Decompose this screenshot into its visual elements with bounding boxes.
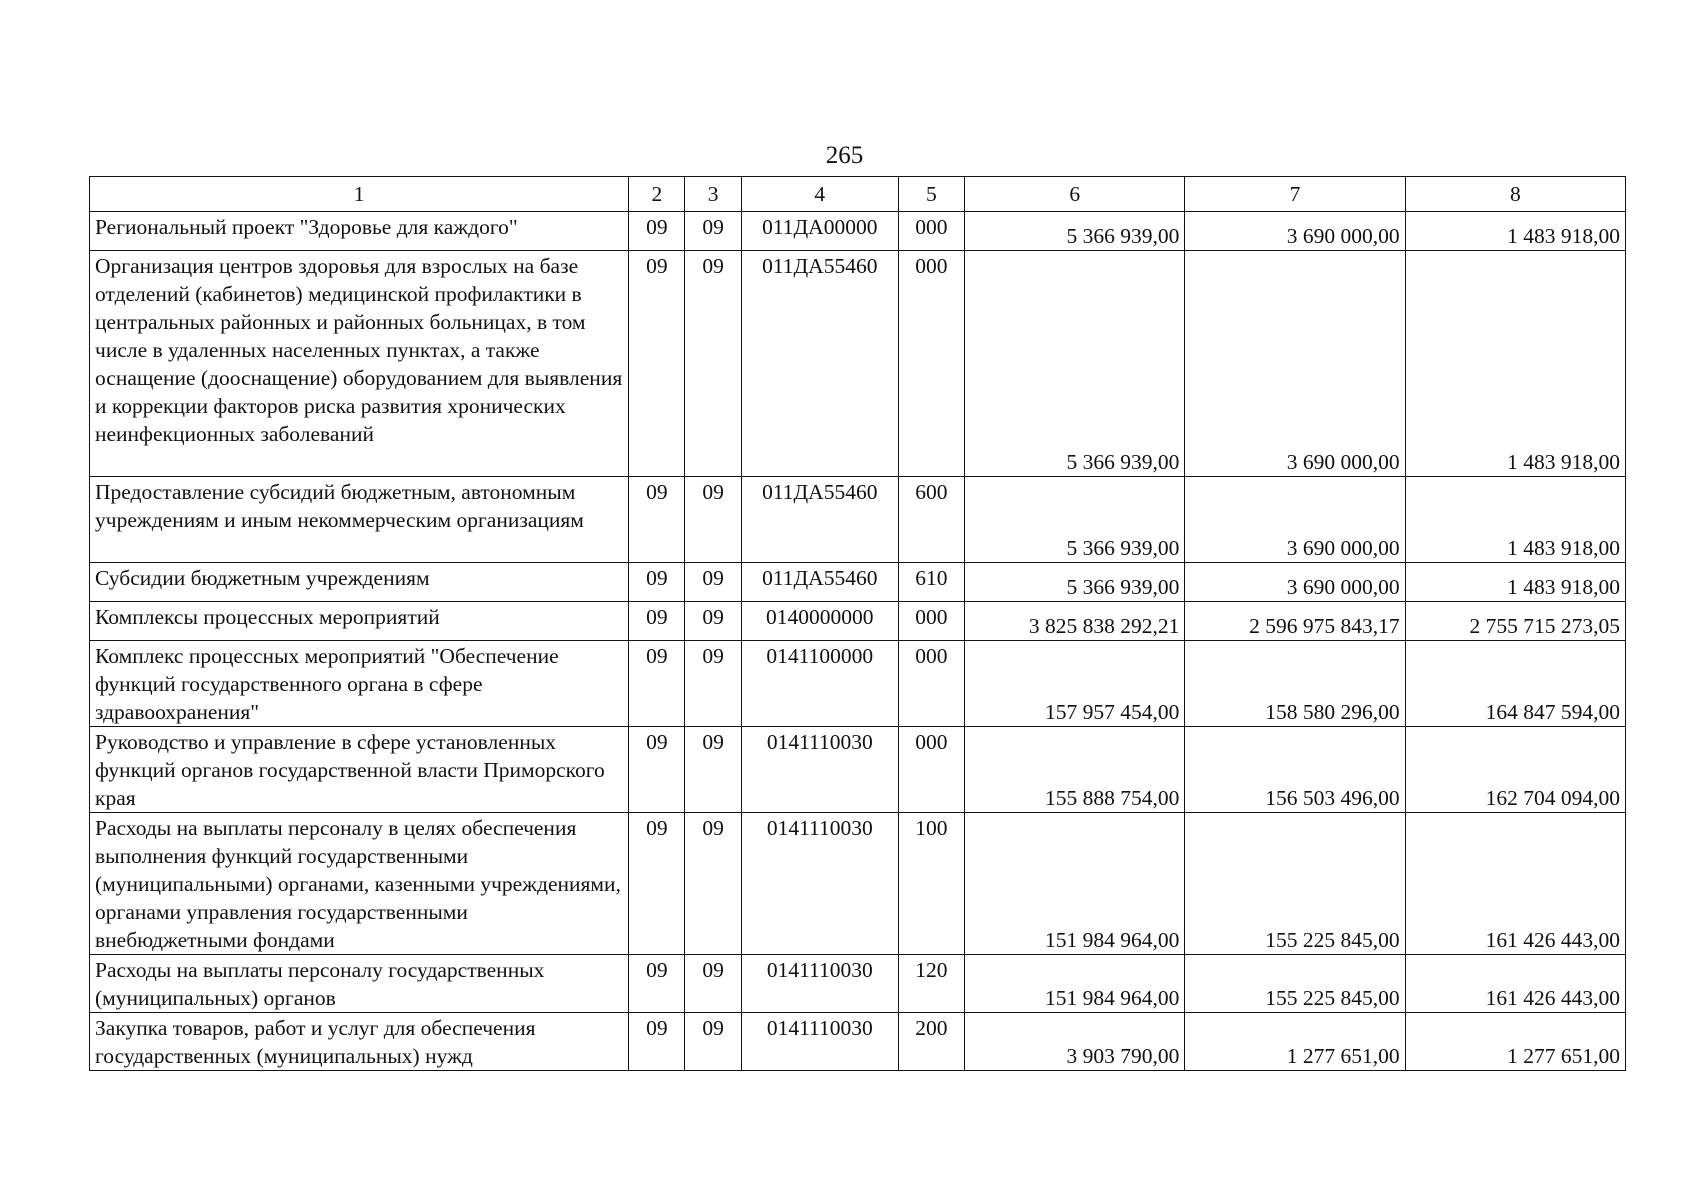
expense-type-code: 100 [898,813,964,955]
amount-col-6: 151 984 964,00 [965,813,1185,955]
section-code: 09 [629,955,685,1013]
expense-type-code: 000 [898,641,964,727]
amount-col-6: 157 957 454,00 [965,641,1185,727]
row-description: Региональный проект "Здоровье для каждого" [90,212,629,251]
subsection-code: 09 [685,1013,741,1071]
amount-col-7: 3 690 000,00 [1185,563,1405,602]
row-description: Руководство и управление в сфере установленных функций органов государственной власти Приморского края [90,727,629,813]
expense-type-code: 000 [898,727,964,813]
column-header: 3 [685,177,741,212]
amount-col-8: 162 704 094,00 [1405,727,1625,813]
amount-col-7: 3 690 000,00 [1185,251,1405,477]
target-article-code: 011ДА00000 [741,212,898,251]
subsection-code: 09 [685,563,741,602]
target-article-code: 0141100000 [741,641,898,727]
column-header: 6 [965,177,1185,212]
section-code: 09 [629,813,685,955]
section-code: 09 [629,641,685,727]
expense-type-code: 000 [898,602,964,641]
table-row [90,955,1626,1013]
subsection-code: 09 [685,813,741,955]
row-description: Расходы на выплаты персоналу государственных (муниципальных) органов [90,955,629,1013]
subsection-code: 09 [685,602,741,641]
table-row [90,727,1626,813]
expense-type-code: 120 [898,955,964,1013]
subsection-code: 09 [685,251,741,477]
amount-col-6: 151 984 964,00 [965,955,1185,1013]
column-header: 4 [741,177,898,212]
row-description: Расходы на выплаты персоналу в целях обеспечения выполнения функций государственными (муниципальными) органами, казенными учреждениями, органами управления государственными внебюджетными фондами [90,813,629,955]
budget-table [89,176,1626,1071]
amount-col-7: 3 690 000,00 [1185,477,1405,563]
amount-col-7: 155 225 845,00 [1185,955,1405,1013]
subsection-code: 09 [685,641,741,727]
amount-col-6: 5 366 939,00 [965,563,1185,602]
table-row [90,813,1626,955]
column-header: 7 [1185,177,1405,212]
amount-col-6: 5 366 939,00 [965,251,1185,477]
column-header: 5 [898,177,964,212]
target-article-code: 011ДА55460 [741,251,898,477]
amount-col-8: 164 847 594,00 [1405,641,1625,727]
section-code: 09 [629,251,685,477]
amount-col-7: 1 277 651,00 [1185,1013,1405,1071]
amount-col-6: 3 825 838 292,21 [965,602,1185,641]
expense-type-code: 200 [898,1013,964,1071]
amount-col-6: 5 366 939,00 [965,477,1185,563]
subsection-code: 09 [685,477,741,563]
row-description: Предоставление субсидий бюджетным, автономным учреждениям и иным некоммерческим организациям [90,477,629,563]
column-header: 2 [629,177,685,212]
target-article-code: 0141110030 [741,813,898,955]
amount-col-6: 155 888 754,00 [965,727,1185,813]
target-article-code: 011ДА55460 [741,477,898,563]
table-header-row [90,177,1626,212]
page-number: 265 [825,142,864,169]
amount-col-8: 2 755 715 273,05 [1405,602,1625,641]
table-row [90,641,1626,727]
row-description: Субсидии бюджетным учреждениям [90,563,629,602]
amount-col-8: 1 483 918,00 [1405,212,1625,251]
section-code: 09 [629,1013,685,1071]
target-article-code: 011ДА55460 [741,563,898,602]
amount-col-7: 158 580 296,00 [1185,641,1405,727]
row-description: Комплекс процессных мероприятий "Обеспечение функций государственного органа в сфере здравоохранения" [90,641,629,727]
amount-col-6: 3 903 790,00 [965,1013,1185,1071]
row-description: Закупка товаров, работ и услуг для обеспечения государственных (муниципальных) нужд [90,1013,629,1071]
table-row [90,251,1626,477]
column-header: 1 [90,177,629,212]
row-description: Организация центров здоровья для взрослых на базе отделений (кабинетов) медицинской профилактики в центральных районных и районных больницах, в том числе в удаленных населенных пунктах, а также оснащение (дооснащение) оборудованием для выявления и коррекции факторов риска развития хронических неинфекционных заболеваний [90,251,629,477]
section-code: 09 [629,212,685,251]
row-description: Комплексы процессных мероприятий [90,602,629,641]
amount-col-8: 161 426 443,00 [1405,955,1625,1013]
amount-col-8: 1 277 651,00 [1405,1013,1625,1071]
table-row [90,563,1626,602]
expense-type-code: 000 [898,212,964,251]
section-code: 09 [629,563,685,602]
amount-col-7: 156 503 496,00 [1185,727,1405,813]
section-code: 09 [629,727,685,813]
subsection-code: 09 [685,212,741,251]
target-article-code: 0141110030 [741,1013,898,1071]
table-row [90,1013,1626,1071]
target-article-code: 0140000000 [741,602,898,641]
table-row [90,602,1626,641]
table-row [90,477,1626,563]
column-header: 8 [1405,177,1625,212]
amount-col-8: 1 483 918,00 [1405,251,1625,477]
section-code: 09 [629,602,685,641]
target-article-code: 0141110030 [741,727,898,813]
amount-col-7: 2 596 975 843,17 [1185,602,1405,641]
target-article-code: 0141110030 [741,955,898,1013]
expense-type-code: 000 [898,251,964,477]
expense-type-code: 600 [898,477,964,563]
amount-col-8: 1 483 918,00 [1405,563,1625,602]
amount-col-8: 161 426 443,00 [1405,813,1625,955]
expense-type-code: 610 [898,563,964,602]
amount-col-8: 1 483 918,00 [1405,477,1625,563]
amount-col-7: 3 690 000,00 [1185,212,1405,251]
amount-col-7: 155 225 845,00 [1185,813,1405,955]
amount-col-6: 5 366 939,00 [965,212,1185,251]
section-code: 09 [629,477,685,563]
table-row [90,212,1626,251]
subsection-code: 09 [685,955,741,1013]
subsection-code: 09 [685,727,741,813]
